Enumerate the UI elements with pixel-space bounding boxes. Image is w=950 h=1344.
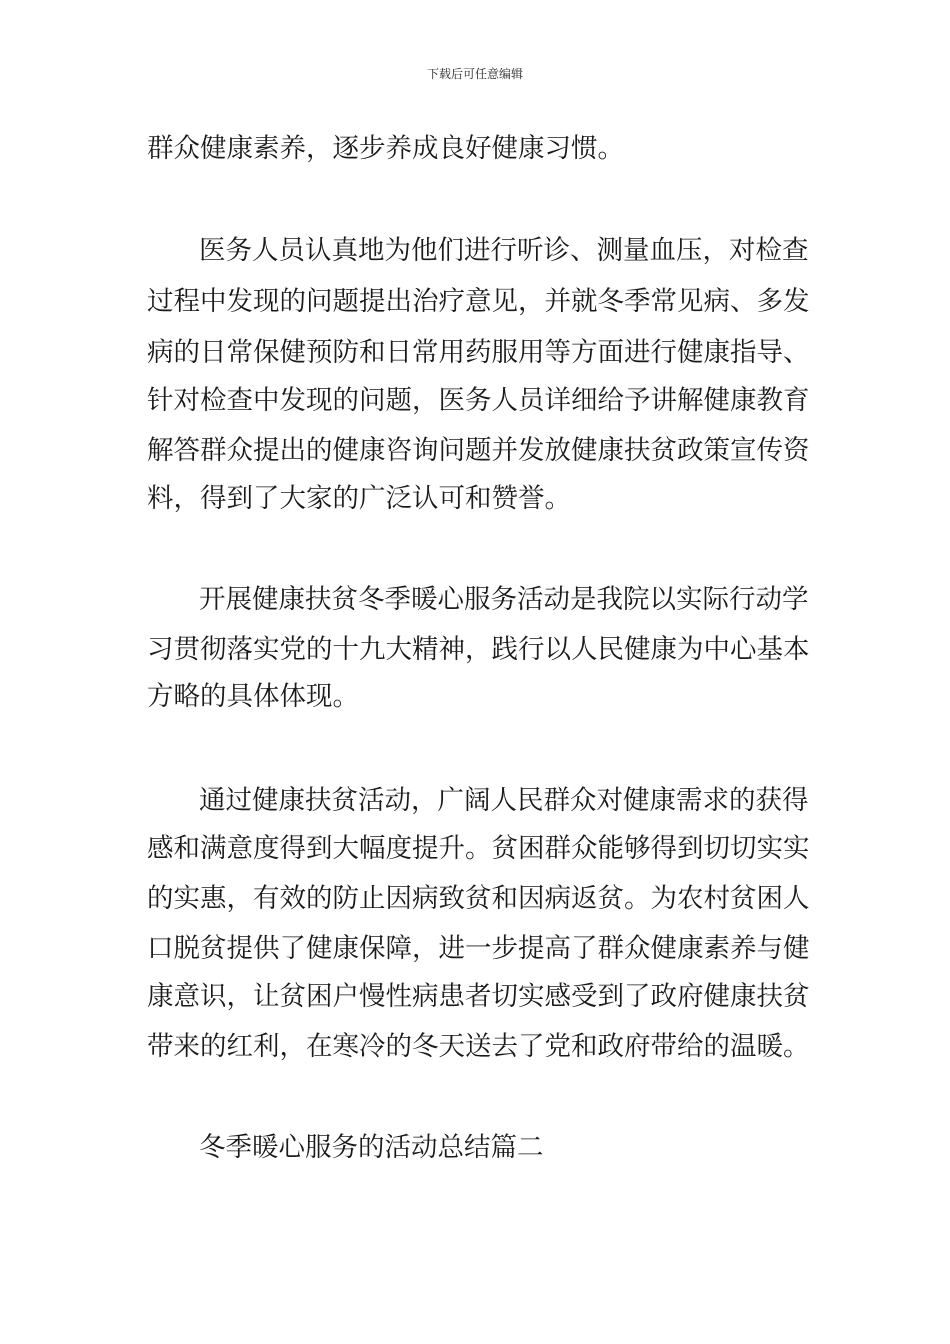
text-line: 料，得到了大家的广泛认可和赞誉。 xyxy=(147,483,571,514)
text-line: 感和满意度得到大幅度提升。贫困群众能够得到切切实实 xyxy=(147,833,810,864)
page-header: 下载后可任意编辑 xyxy=(426,67,523,81)
text-line: 解答群众提出的健康咨询问题并发放健康扶贫政策宣传资 xyxy=(147,435,810,466)
paragraph-first-line: 通过健康扶贫活动，广阔人民群众对健康需求的获得 xyxy=(199,785,809,816)
text-line: 带来的红利，在寒冷的冬天送去了党和政府带给的温暖。 xyxy=(147,1031,810,1062)
text-line: 过程中发现的问题提出治疗意见，并就冬季常见病、多发 xyxy=(147,286,810,317)
text-line: 病的日常保健预防和日常用药服用等方面进行健康指导、 xyxy=(147,337,810,368)
text-line: 口脱贫提供了健康保障，进一步提高了群众健康素养与健 xyxy=(147,933,810,964)
text-line: 群众健康素养，逐步养成良好健康习惯。 xyxy=(147,133,624,164)
text-line: 康意识，让贫困户慢性病患者切实感受到了政府健康扶贫 xyxy=(147,981,810,1012)
section-title: 冬季暖心服务的活动总结篇二 xyxy=(199,1132,544,1163)
paragraph-first-line: 开展健康扶贫冬季暖心服务活动是我院以实际行动学 xyxy=(199,584,809,615)
text-line: 针对检查中发现的问题，医务人员详细给予讲解健康教育 xyxy=(147,385,810,416)
text-line: 方略的具体体现。 xyxy=(147,681,359,712)
text-line: 的实惠，有效的防止因病致贫和因病返贫。为农村贫困人 xyxy=(147,883,810,914)
text-line: 习贯彻落实党的十九大精神，践行以人民健康为中心基本 xyxy=(147,634,810,665)
paragraph-first-line: 医务人员认真地为他们进行听诊、测量血压，对检查 xyxy=(199,235,809,266)
